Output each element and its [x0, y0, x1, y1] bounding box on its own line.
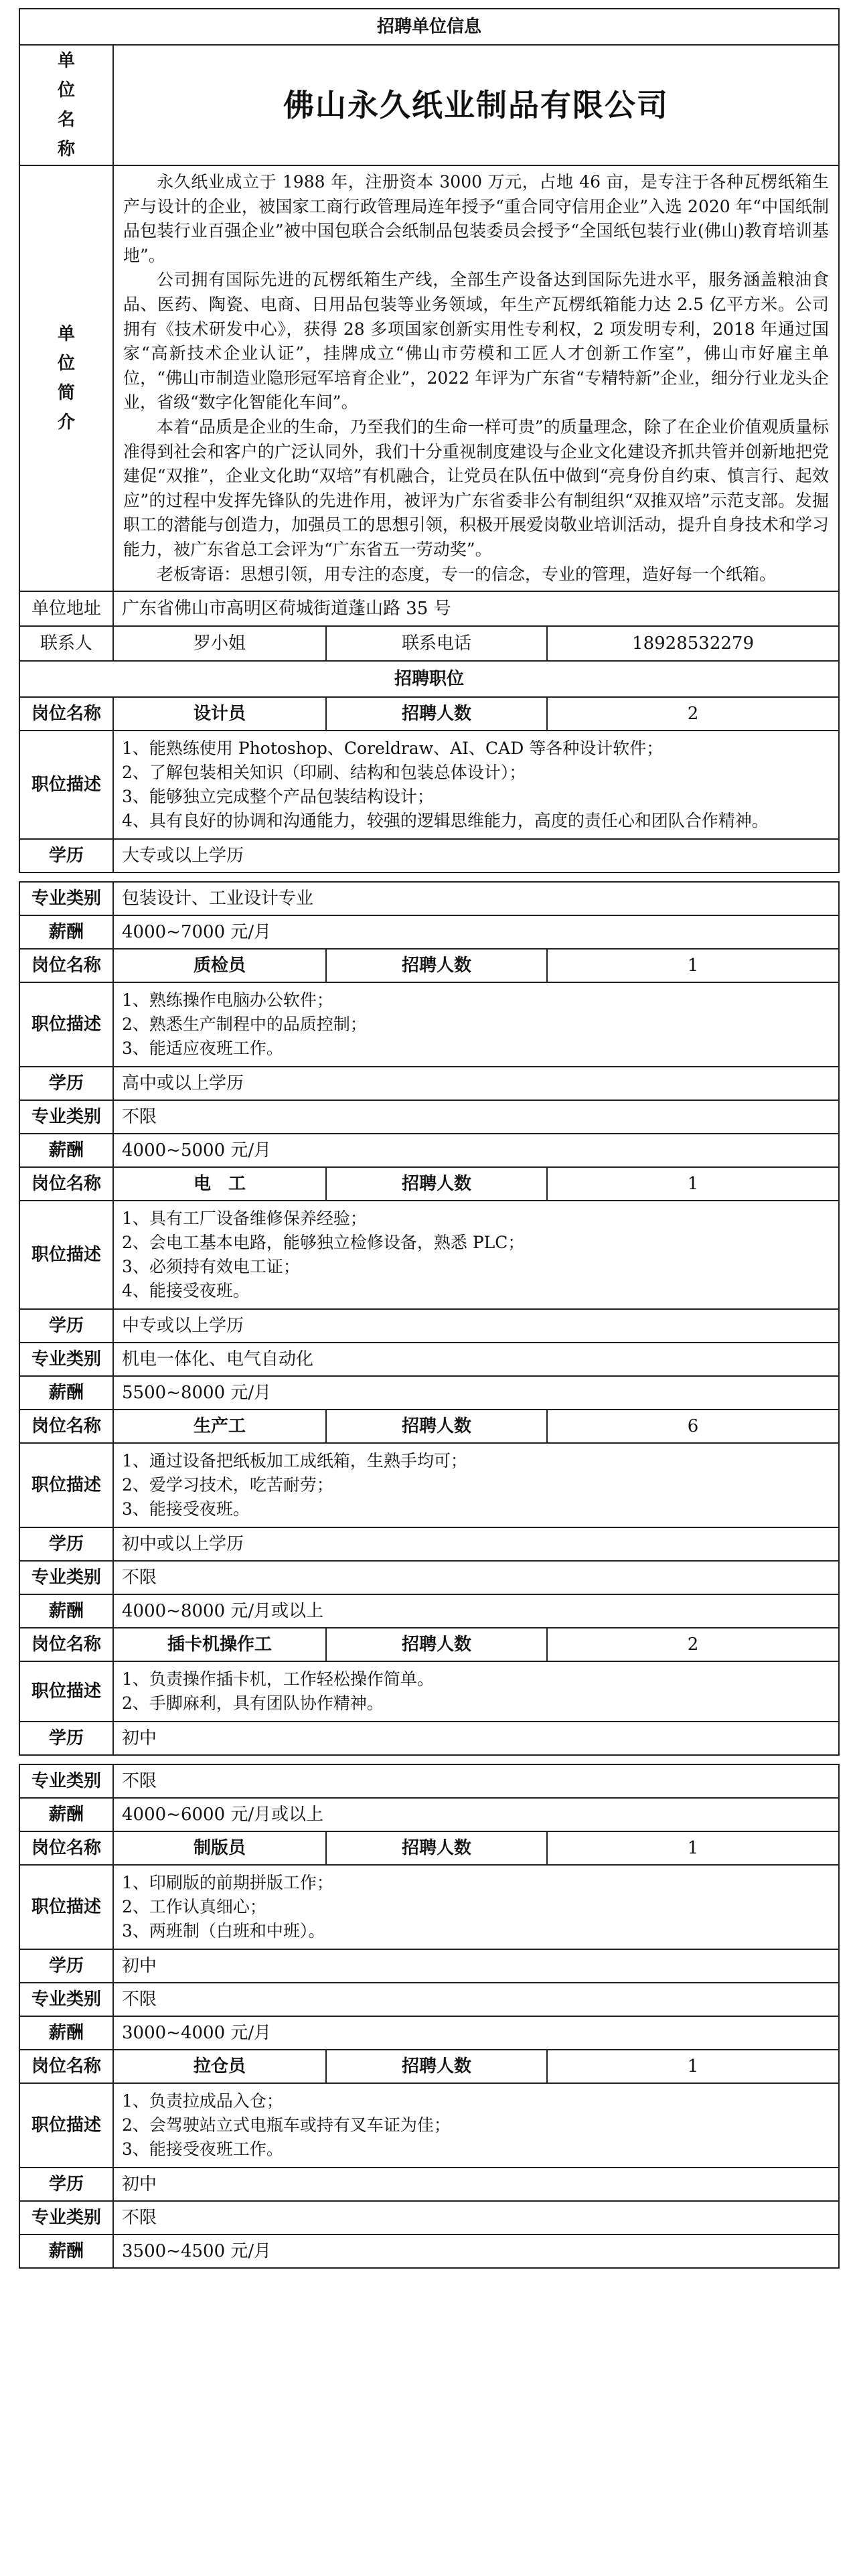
education-value: 中专或以上学历: [113, 1309, 839, 1343]
salary-value: 5500~8000 元/月: [113, 1376, 839, 1410]
job-header-row: [19, 1628, 839, 1661]
description-line: 3、两班制（白班和中班）。: [122, 1921, 325, 1941]
job-salary-row: [19, 2016, 839, 2050]
education-label: 学历: [19, 839, 113, 873]
company-intro: [113, 165, 839, 591]
description-line: 1、具有工厂设备维修保养经验；: [122, 1209, 367, 1229]
position-label: 岗位名称: [19, 949, 113, 982]
job-education-row: [19, 2168, 839, 2201]
description-line: 1、负责拉成品入仓；: [122, 2091, 283, 2111]
salary-label: 薪酬: [19, 1594, 113, 1628]
job-education-row: [19, 1309, 839, 1343]
description-line: 2、熟悉生产制程中的品质控制；: [122, 1014, 367, 1035]
job-salary-row: [19, 1798, 839, 1831]
education-label: 学历: [19, 1949, 113, 1983]
salary-value: 4000~7000 元/月: [113, 915, 839, 949]
description-label: 职位描述: [19, 1661, 113, 1722]
intro-paragraph: 本着“品质是企业的生命，乃至我们的生命一样可贵”的质量理念，除了在企业价值观质量标准得到社会和客户的广泛认同外，我们十分重视制度建设与企业文化建设齐抓共管并创新地把党建促“双推”，企业文化助“双培”有机融合，让党员在队伍中做到“亮身份自约束、慎言行、起效应”的过程中发挥先锋队的先进作用，被评为广东省委非公有制组织“双推双培”示范支部。发掘职工的潜能与创造力，加强员工的思想引领，积极开展爱岗敬业培训活动，提升自身技术和学习能力，被广东省总工会评为“广东省五一劳动奖”。: [123, 416, 830, 559]
job-major-row: [19, 2201, 839, 2234]
job-major-row: [19, 1343, 839, 1376]
job-header-row: [19, 1167, 839, 1201]
job-salary-row: [19, 1376, 839, 1410]
description-label: 职位描述: [19, 1865, 113, 1949]
description-label: 职位描述: [19, 1443, 113, 1527]
address-value: 广东省佛山市高明区荷城街道蓬山路 35 号: [113, 591, 839, 626]
salary-value: 4000~5000 元/月: [113, 1134, 839, 1167]
description-line: 2、会电工基本电路，能够独立检修设备，熟悉 PLC；: [122, 1233, 525, 1253]
position-name: 生产工: [113, 1410, 326, 1443]
position-name: 制版员: [113, 1831, 326, 1865]
position-label: 岗位名称: [19, 1831, 113, 1865]
education-value: 初中或以上学历: [113, 1527, 839, 1561]
major-value: 不限: [113, 1100, 839, 1134]
description-line: 1、负责操作插卡机，工作轻松操作简单。: [122, 1669, 434, 1689]
salary-value: 4000~8000 元/月或以上: [113, 1594, 839, 1628]
sheet-title: 招聘单位信息: [19, 9, 839, 45]
major-value: 不限: [113, 2201, 839, 2234]
count-label: 招聘人数: [326, 1628, 547, 1661]
description-line: 3、能适应夜班工作。: [122, 1039, 283, 1059]
description-line: 2、了解包装相关知识（印刷、结构和包装总体设计）；: [122, 763, 526, 783]
job-description-row: [19, 731, 839, 839]
description-line: 4、能接受夜班。: [122, 1281, 250, 1301]
job-education-row: [19, 839, 839, 873]
job-major-row: [19, 1983, 839, 2016]
education-value: 大专或以上学历: [113, 839, 839, 873]
major-value: 不限: [113, 1764, 839, 1798]
contact-value: 罗小姐: [113, 626, 326, 661]
phone-value: 18928532279: [547, 626, 839, 661]
education-value: 高中或以上学历: [113, 1067, 839, 1100]
position-count: 1: [547, 2050, 839, 2083]
salary-label: 薪酬: [19, 915, 113, 949]
education-label: 学历: [19, 1309, 113, 1343]
intro-paragraph: 永久纸业成立于 1988 年，注册资本 3000 万元，占地 46 亩，是专注于各种瓦楞纸箱生产与设计的企业，被国家工商行政管理局连年授予“重合同守信用企业”入选 2020 年“中国纸制品包装行业百强企业”被中国包联合会纸制品包装委员会授予“全国纸包装行业(佛山)教育培训基地”。: [123, 172, 830, 265]
job-description-row: [19, 1443, 839, 1527]
job-header-row: [19, 697, 839, 731]
description-line: 3、能接受夜班。: [122, 1499, 250, 1519]
section-title: 招聘职位: [19, 661, 839, 697]
job-description: [113, 982, 839, 1067]
position-name: 电 工: [113, 1167, 326, 1201]
job-major-row: [19, 1764, 839, 1798]
description-line: 1、能熟练使用 Photoshop、Coreldraw、AI、CAD 等各种设计软件；: [122, 739, 664, 759]
company-name: 佛山永久纸业制品有限公司: [113, 45, 839, 165]
description-line: 2、会驾驶站立式电瓶车或持有叉车证为佳；: [122, 2115, 451, 2135]
description-line: 1、印刷版的前期拼版工作；: [122, 1873, 333, 1893]
description-line: 2、手脚麻利，具有团队协作精神。: [122, 1693, 384, 1714]
education-value: 初中: [113, 1949, 839, 1983]
company-intro-label: 单 位 简 介: [19, 165, 113, 591]
description-line: 3、能接受夜班工作。: [122, 2139, 283, 2160]
job-major-row: [19, 1100, 839, 1134]
job-description: [113, 1661, 839, 1722]
education-value: 初中: [113, 1722, 839, 1755]
job-description-row: [19, 1865, 839, 1949]
description-line: 1、熟练操作电脑办公软件；: [122, 990, 333, 1010]
major-label: 专业类别: [19, 882, 113, 915]
job-description: [113, 731, 839, 839]
count-label: 招聘人数: [326, 2050, 547, 2083]
job-salary-row: [19, 915, 839, 949]
position-count: 6: [547, 1410, 839, 1443]
position-name: 拉仓员: [113, 2050, 326, 2083]
education-label: 学历: [19, 1527, 113, 1561]
job-major-row: [19, 1561, 839, 1594]
company-name-label: 单 位 名 称: [19, 45, 113, 165]
position-name: 质检员: [113, 949, 326, 982]
position-label: 岗位名称: [19, 697, 113, 731]
job-education-row: [19, 1067, 839, 1100]
position-count: 1: [547, 1831, 839, 1865]
job-major-row: [19, 882, 839, 915]
intro-paragraph: 老板寄语：思想引领，用专注的态度，专一的信念，专业的管理，造好每一个纸箱。: [157, 564, 777, 584]
description-label: 职位描述: [19, 2083, 113, 2168]
position-name: 设计员: [113, 697, 326, 731]
phone-label: 联系电话: [326, 626, 547, 661]
recruitment-sheet: [19, 8, 838, 2269]
description-line: 2、爱学习技术，吃苦耐劳；: [122, 1475, 333, 1495]
major-label: 专业类别: [19, 1343, 113, 1376]
position-label: 岗位名称: [19, 1167, 113, 1201]
position-label: 岗位名称: [19, 1628, 113, 1661]
intro-paragraph: 公司拥有国际先进的瓦楞纸箱生产线，全部生产设备达到国际先进水平，服务涵盖粮油食品、医药、陶瓷、电商、日用品包装等业务领域，年生产瓦楞纸箱能力达 2.5 亿平方米。公司拥有《技术研发中心》，获得 28 多项国家创新实用性专利权，2 项发明专利，2018 年通过国家“高新技术企业认证”，挂牌成立“佛山市劳模和工匠人才创新工作室”，佛山市好雇主单位，“佛山市制造业隐形冠军培育企业”，2022 年评为广东省“专精特新”企业，细分行业龙头企业，省级“数字化智能化车间”。: [123, 270, 830, 412]
job-salary-row: [19, 1134, 839, 1167]
description-line: 1、通过设备把纸板加工成纸箱，生熟手均可；: [122, 1451, 467, 1471]
job-header-row: [19, 949, 839, 982]
count-label: 招聘人数: [326, 949, 547, 982]
job-header-row: [19, 1831, 839, 1865]
job-description: [113, 2083, 839, 2168]
job-description: [113, 1201, 839, 1309]
job-header-row: [19, 1410, 839, 1443]
description-line: 3、能够独立完成整个产品包装结构设计；: [122, 787, 434, 807]
major-label: 专业类别: [19, 2201, 113, 2234]
salary-label: 薪酬: [19, 2234, 113, 2268]
table-gap: [19, 1755, 839, 1764]
contact-label: 联系人: [19, 626, 113, 661]
major-value: 不限: [113, 1561, 839, 1594]
description-line: 3、必须持有效电工证；: [122, 1257, 300, 1277]
education-value: 初中: [113, 2168, 839, 2201]
job-education-row: [19, 1949, 839, 1983]
position-name: 插卡机操作工: [113, 1628, 326, 1661]
job-description-row: [19, 1201, 839, 1309]
job-education-row: [19, 1527, 839, 1561]
salary-value: 3500~4500 元/月: [113, 2234, 839, 2268]
count-label: 招聘人数: [326, 1831, 547, 1865]
major-label: 专业类别: [19, 1983, 113, 2016]
salary-label: 薪酬: [19, 1376, 113, 1410]
position-label: 岗位名称: [19, 1410, 113, 1443]
salary-label: 薪酬: [19, 1798, 113, 1831]
job-description: [113, 1443, 839, 1527]
major-label: 专业类别: [19, 1561, 113, 1594]
position-count: 2: [547, 1628, 839, 1661]
salary-label: 薪酬: [19, 2016, 113, 2050]
job-salary-row: [19, 2234, 839, 2268]
position-count: 2: [547, 697, 839, 731]
position-count: 1: [547, 1167, 839, 1201]
description-label: 职位描述: [19, 1201, 113, 1309]
description-label: 职位描述: [19, 731, 113, 839]
education-label: 学历: [19, 1067, 113, 1100]
job-description-row: [19, 982, 839, 1067]
job-education-row: [19, 1722, 839, 1755]
position-label: 岗位名称: [19, 2050, 113, 2083]
salary-value: 3000~4000 元/月: [113, 2016, 839, 2050]
major-label: 专业类别: [19, 1764, 113, 1798]
major-value: 包装设计、工业设计专业: [113, 882, 839, 915]
salary-value: 4000~6000 元/月或以上: [113, 1798, 839, 1831]
count-label: 招聘人数: [326, 697, 547, 731]
job-salary-row: [19, 1594, 839, 1628]
count-label: 招聘人数: [326, 1167, 547, 1201]
job-description-row: [19, 1661, 839, 1722]
description-line: 4、具有良好的协调和沟通能力，较强的逻辑思维能力，高度的责任心和团队合作精神。: [122, 811, 769, 831]
job-description: [113, 1865, 839, 1949]
recruitment-table: [19, 8, 840, 2269]
count-label: 招聘人数: [326, 1410, 547, 1443]
description-line: 2、工作认真细心；: [122, 1897, 266, 1917]
major-value: 机电一体化、电气自动化: [113, 1343, 839, 1376]
address-label: 单位地址: [19, 591, 113, 626]
table-gap: [19, 873, 839, 882]
education-label: 学历: [19, 2168, 113, 2201]
description-label: 职位描述: [19, 982, 113, 1067]
education-label: 学历: [19, 1722, 113, 1755]
job-header-row: [19, 2050, 839, 2083]
job-description-row: [19, 2083, 839, 2168]
position-count: 1: [547, 949, 839, 982]
major-value: 不限: [113, 1983, 839, 2016]
major-label: 专业类别: [19, 1100, 113, 1134]
salary-label: 薪酬: [19, 1134, 113, 1167]
